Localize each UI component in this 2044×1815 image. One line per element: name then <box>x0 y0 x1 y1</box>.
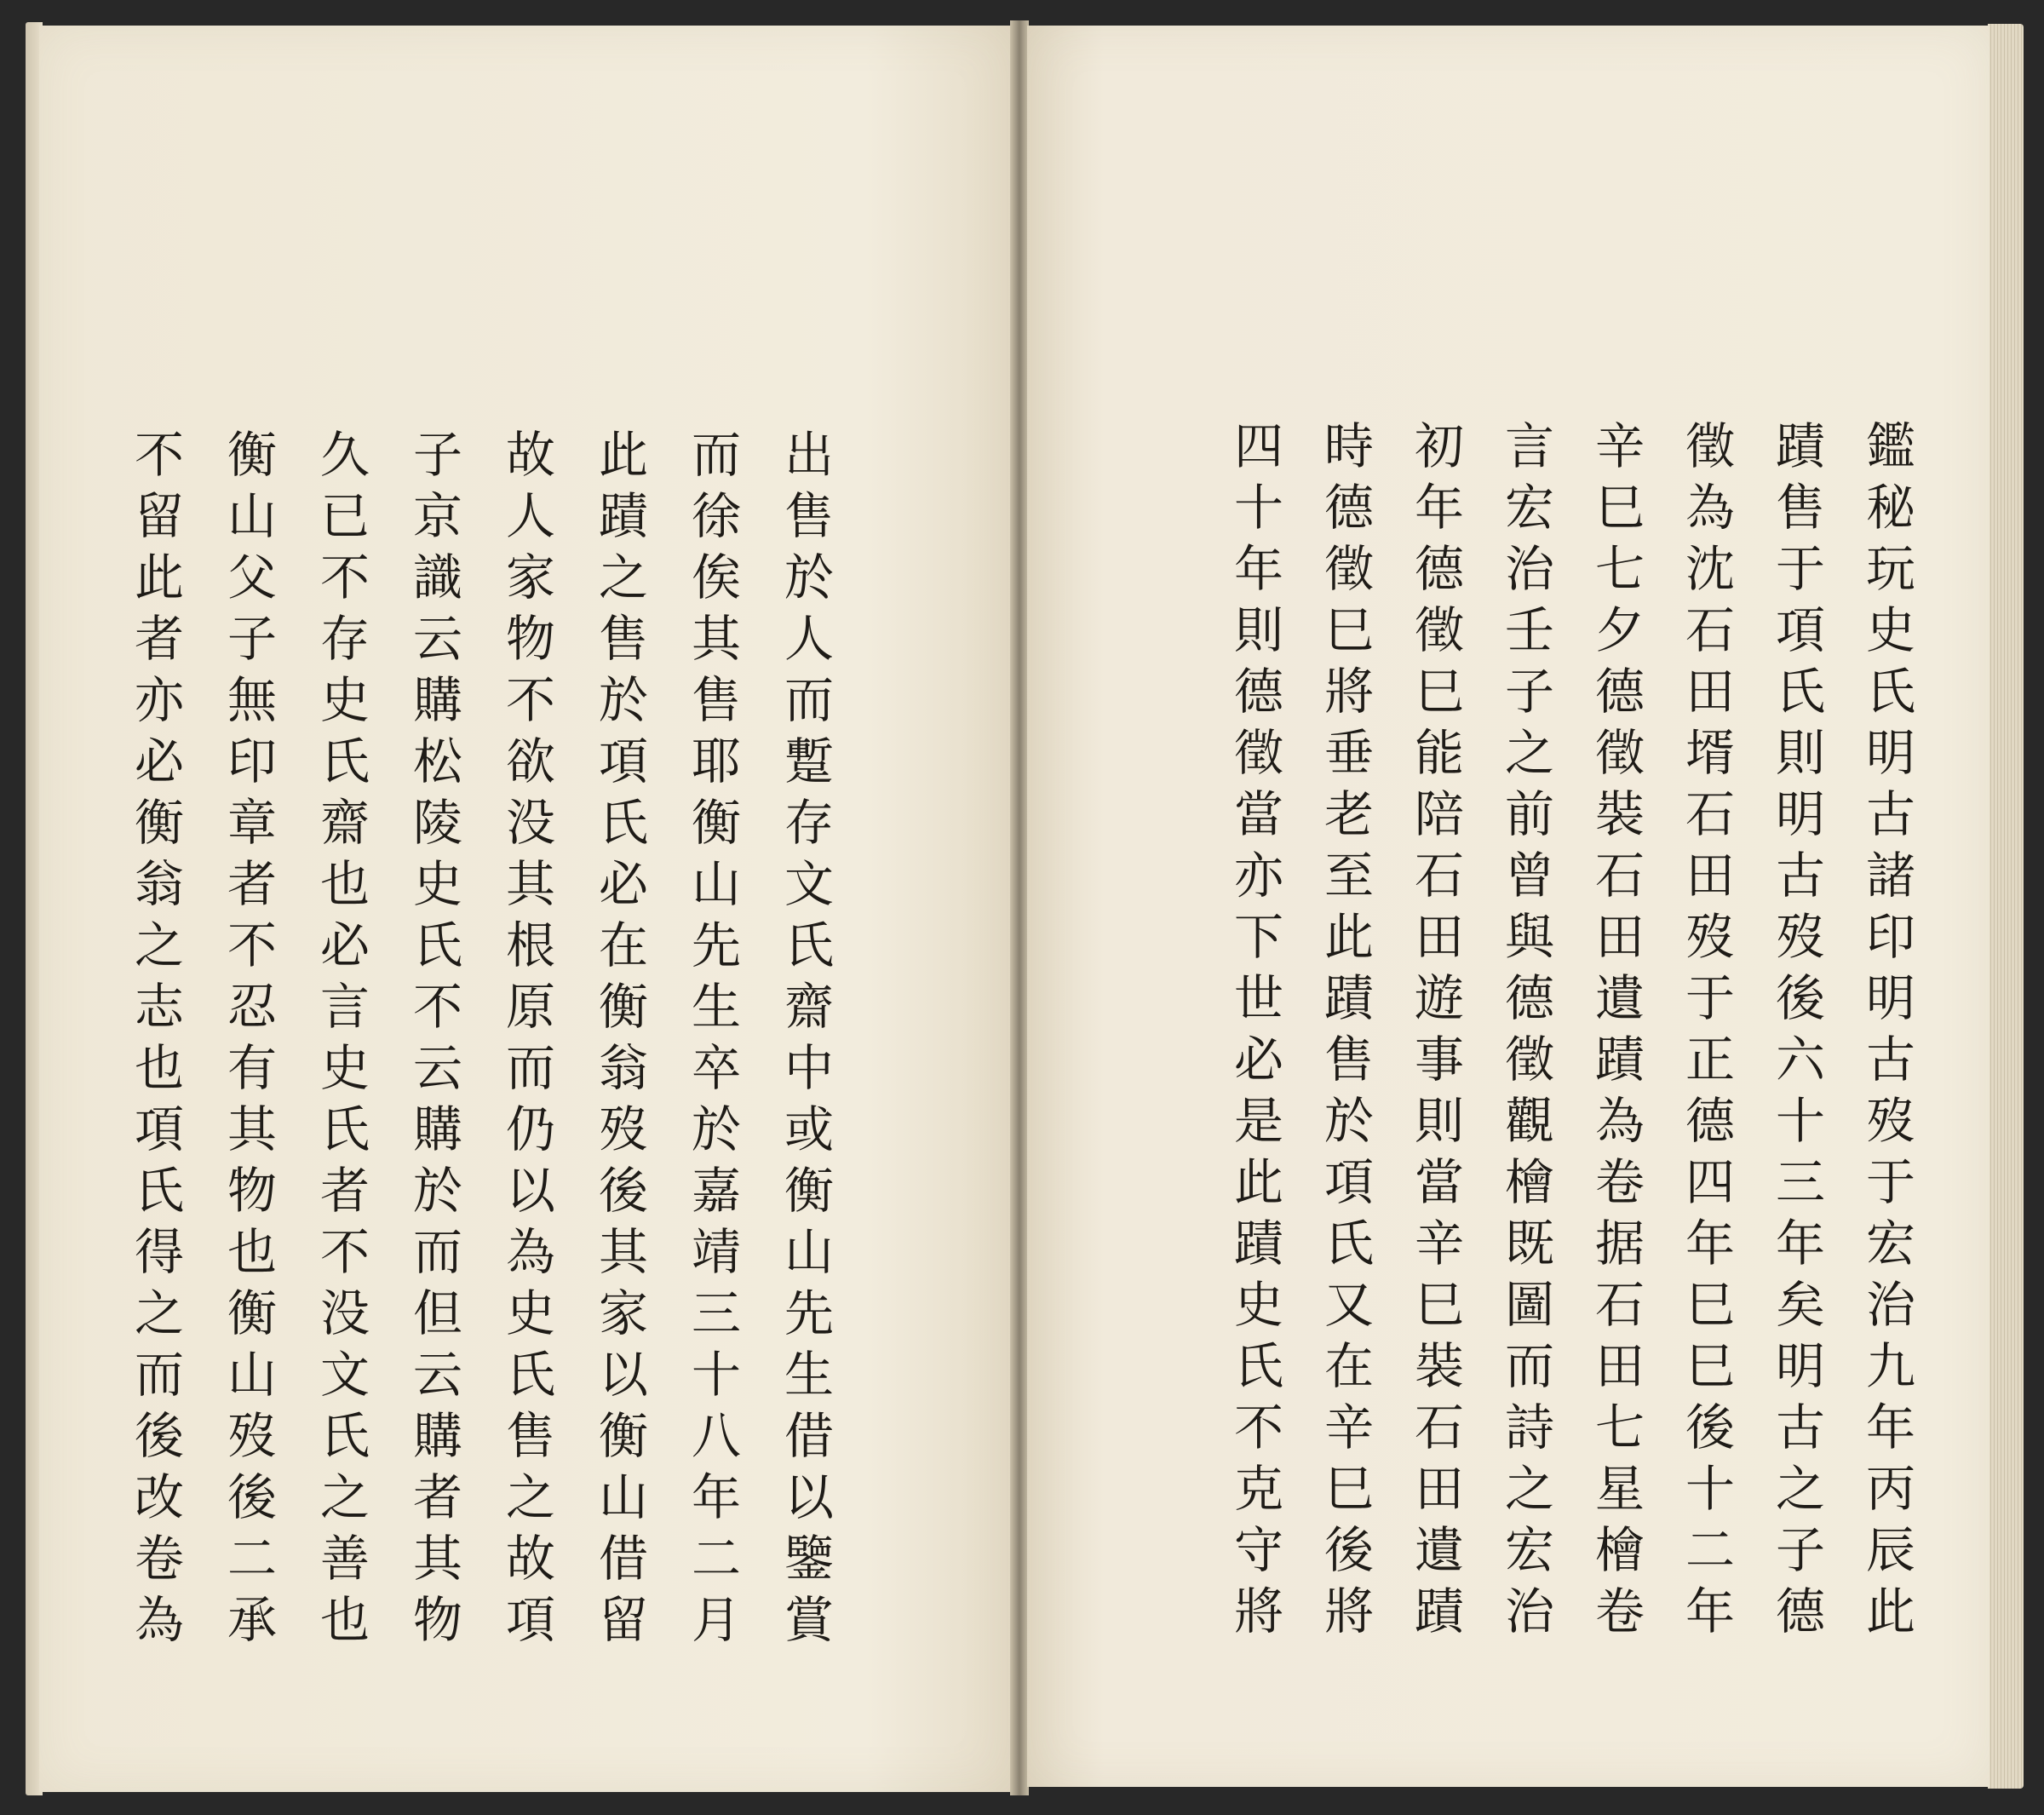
right-page-column-1: 鑑 秘 玩 史 氏 明 古 諸 印 明 古 歿 于 宏 治 九 年 丙 辰 此 <box>1865 417 1915 1640</box>
left-page-column-5: 子 京 識 云 購 松 陵 史 氏 不 云 購 於 而 但 云 購 者 其 物 <box>412 426 462 1649</box>
left-page-column-2: 而 徐 俟 其 售 耶 衡 山 先 生 卒 於 嘉 靖 三 十 八 年 二 月 <box>691 426 741 1649</box>
right-page-column-2: 蹟 售 于 項 氏 則 明 古 歿 後 六 十 三 年 矣 明 古 之 子 德 <box>1775 417 1825 1640</box>
right-page-column-4: 辛 巳 七 夕 德 徵 裝 石 田 遺 蹟 為 卷 据 石 田 七 星 檜 卷 <box>1594 417 1645 1640</box>
book-gutter <box>1010 20 1029 1795</box>
left-page-column-6: 久 已 不 存 史 氏 齋 也 必 言 史 氏 者 不 没 文 氏 之 善 也 <box>319 426 370 1649</box>
right-page-edges <box>1988 24 2024 1789</box>
right-page-column-3: 徵 為 沈 石 田 壻 石 田 歿 于 正 德 四 年 巳 巳 後 十 二 年 <box>1685 417 1735 1640</box>
right-page-column-5: 言 宏 治 壬 子 之 前 曾 與 德 徵 觀 檜 既 圖 而 詩 之 宏 治 <box>1504 417 1554 1640</box>
right-page-column-8: 四 十 年 則 德 徵 當 亦 下 世 必 是 此 蹟 史 氏 不 克 守 將 <box>1233 417 1283 1640</box>
left-page-column-8: 不 留 此 者 亦 必 衡 翁 之 志 也 項 氏 得 之 而 後 改 卷 為 <box>134 426 184 1649</box>
right-page-column-7: 時 德 徵 巳 將 垂 老 至 此 蹟 售 於 項 氏 又 在 辛 巳 後 將 <box>1323 417 1374 1640</box>
right-page-column-6: 初 年 德 徵 巳 能 陪 石 田 遊 事 則 當 辛 巳 裝 石 田 遺 蹟 <box>1414 417 1464 1640</box>
left-page-column-1: 出 售 於 人 而 蹔 存 文 氏 齋 中 或 衡 山 先 生 借 以 鑒 賞 <box>784 426 834 1649</box>
left-page-column-3: 此 蹟 之 售 於 項 氏 必 在 衡 翁 歿 後 其 家 以 衡 山 借 留 <box>598 426 648 1649</box>
left-page-column-7: 衡 山 父 子 無 印 章 者 不 忍 有 其 物 也 衡 山 歿 後 二 承 <box>227 426 277 1649</box>
left-page-column-4: 故 人 家 物 不 欲 没 其 根 原 而 仍 以 為 史 氏 售 之 故 項 <box>505 426 555 1649</box>
